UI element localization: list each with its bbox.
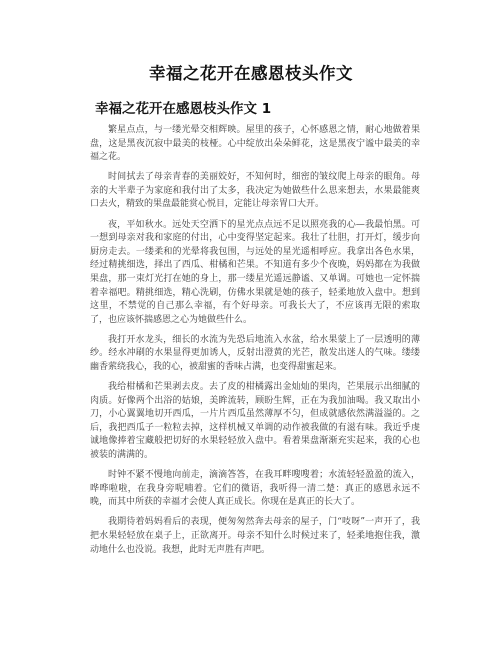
paragraph: 繁星点点，与一缕光晕交相辉映。屋里的孩子，心怀感恩之情，耐心地做着果盘，这是黑夜沉寂中最美的枝桠。心中绽放出朵朵鲜花，这是黑夜宁谧中最美的幸福之花。 [90,125,420,163]
section-title: 幸福之花开在感恩枝头作文 1 [95,101,272,117]
article-body [90,124,420,564]
paragraph: 时间拭去了母亲青春的美丽姣好，不知何时，细密的皱纹爬上母亲的眼角。母亲的大半辈子为家庭和我付出了太多，我决定为她做些什么思来想去，水果最能爽口去火，精致的果盘最能赏心悦目，定能让母亲胃口大开。 [90,172,420,210]
paragraph: 夜，平如秋水。远处天空洒下的星光点点远不足以照亮我的心—我最怕黑。可一想到母亲对我和家庭的付出，心中变得坚定起来。我壮了壮胆，打开灯，缓步向厨房走去。一缕柔和的光晕将我包围，与远处的星光遥相呼应。我拿出各色水果，经过精挑细选，择出了西瓜、柑橘和芒果。不知道有多少个夜晚，妈妈都在为我做果盘，那一束灯光打在她的身上，那一缕星光遥远静谧、又单调。可她也一定怀揣着幸福吧。精挑细选，精心洗刷，仿佛水果就是她的孩子，轻柔地放入盘中。想到这里，不禁觉的自己那么幸福，有个好母亲。可我长大了，不应该再无限的索取了，也应该怀揣感恩之心为她做些什么。 [90,219,420,325]
document-title: 幸福之花开在感恩枝头作文 [149,64,353,83]
paragraph: 我打开水龙头，细长的水流为先恐后地流入水盆，给水果蒙上了一层透明的薄纱。经水冲刷的水果显得更加诱人，反射出澄黄的光芒，散发出迷人的气味。缕缕幽香萦绕我心，我的心，被甜蜜的香味占满，也变得甜蜜起来。 [90,334,420,372]
paragraph: 我期待着妈妈看后的表现，便匆匆然奔去母亲的屋子，门“吱呀”一声开了，我把水果轻轻放在桌子上，正欲离开。母亲不知什么时候过来了，轻柔地抱住我，激动地什么也没说。我想，此时无声胜有声吧。 [90,517,420,555]
paragraph: 我给柑橘和芒果剥去皮。去了皮的柑橘露出金灿灿的果肉，芒果展示出细腻的肉质。好像两个出浴的姑娘，美眸流转，顾盼生辉，正在为我加油喝。我又取出小刀，小心翼翼地切开西瓜，一片片西瓜虽然薄厚不匀，但成就感依然满溢溢的。之后，我把西瓜子一粒粒去掉，这样机械又单调的动作被我做的有滋有味。我近乎虔诚地像捧着宝藏般把切好的水果轻轻放入盘中。看着果盘渐渐充实起来，我的心也被装的满满的。 [90,382,420,461]
paragraph: 时钟不紧不慢地向前走，滴滴答答，在我耳畔嗖嗖着；水流轻轻盈盈的流入，哗哗啦啦，在我身旁呢喃着。它们的微语，我听得一清二楚：真正的感恩永远不晚，而其中所获的幸福才会使人真正成长。你现在是真正的长大了。 [90,470,420,508]
